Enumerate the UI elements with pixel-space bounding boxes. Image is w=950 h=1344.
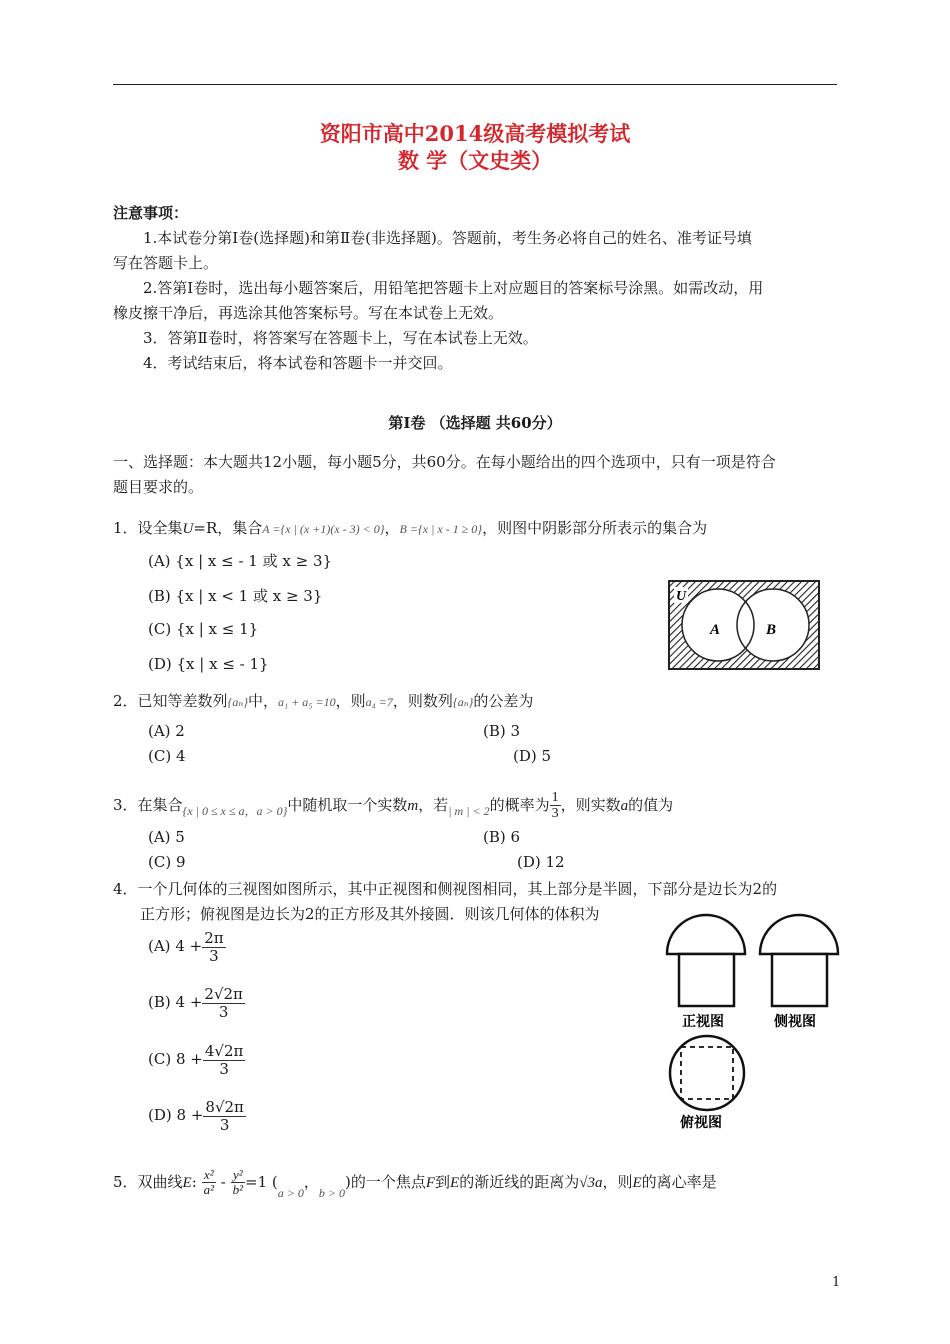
section-title: 第Ⅰ卷 （选择题 共60分） [388,414,562,432]
question-4-stem: 正方形；俯视图是边长为2的正方形及其外接圆．则该几何体的体积为 [140,905,600,923]
question-1-stem: 1．设全集U=R，集合A ={x | (x +1)(x - 3) < 0}，B ={x | x - 1 ≥ 0}，则图中阴影部分所表示的集合为 [113,519,708,537]
side-view-square [772,954,827,1006]
question-3-option-c[interactable]: (C) 9 [148,853,186,871]
side-view-label: 侧视图 [774,1014,816,1030]
question-3-option-a[interactable]: (A) 5 [148,828,185,846]
venn-label-b: B [766,622,777,638]
question-4-option-c[interactable]: (C) 8 + $\frac{4√2\pi}{3}$ [148,1042,244,1078]
question-1-option-c[interactable]: (C) {x | x ≤ 1} [148,620,259,638]
question-3-option-b[interactable]: (B) 6 [483,828,521,846]
section-intro: 一、选择题：本大题共12小题，每小题5分，共60分。在每小题给出的四个选项中，只有一项是符合 [113,453,776,471]
front-view-semicircle [667,915,745,954]
top-view-label: 俯视图 [680,1115,722,1131]
venn-label-a: A [710,622,721,638]
notice-item: 写在答题卡上。 [113,254,219,272]
question-4-stem: 4．一个几何体的三视图如图所示，其中正视图和侧视图相同，其上部分是半圆，下部分是边长为2的 [113,880,778,898]
question-2-option-d[interactable]: (D) 5 [513,747,552,765]
question-1-option-a[interactable]: (A) {x | x ≤ - 1 或 x ≥ 3} [148,552,333,570]
question-2-option-b[interactable]: (B) 3 [483,722,521,740]
notice-item: 1.本试卷分第Ⅰ卷(选择题)和第Ⅱ卷(非选择题)。答题前，考生务必将自己的姓名、准考证号填 [143,229,752,247]
front-view-label: 正视图 [682,1014,724,1030]
question-2-option-a[interactable]: (A) 2 [148,722,185,740]
notice-item: 橡皮擦干净后，再选涂其他答案标号。写在本试卷上无效。 [113,304,504,322]
venn-shaded-region [669,581,819,669]
three-view-figure [660,910,850,1135]
page-number: 1 [832,1275,841,1290]
exam-title: 资阳市高中2014级高考模拟考试 [319,121,631,146]
notice-item: 2.答第Ⅰ卷时，选出每小题答案后，用铅笔把答题卡上对应题目的答案标号涂黑。如需改动，用 [143,279,764,297]
question-3-stem: 3．在集合$_{\{x | 0 \le x \le a,a > 0\}}$中随机取一个实数m，若$_{| m | < 2}$的概率为 $\frac{1}{3}$ ，则实数a的值为 [113,790,674,822]
question-1-option-b[interactable]: (B) {x | x < 1 或 x ≥ 3} [148,587,323,605]
question-4-option-b[interactable]: (B) 4 + $\frac{2√2\pi}{3}$ [148,985,243,1021]
notice-item: 4．考试结束后，将本试卷和答题卡一并交回。 [143,354,453,372]
exam-subtitle: 数 学（文史类） [397,148,553,173]
question-1-option-d[interactable]: (D) {x | x ≤ - 1} [148,655,269,673]
question-4-option-d[interactable]: (D) 8 + $\frac{8√2\pi}{3}$ [148,1098,244,1134]
venn-label-u: U [676,589,687,604]
question-3-option-d[interactable]: (D) 12 [517,853,565,871]
question-4-option-a[interactable]: (A) 4 + $\frac{2\pi}{3}$ [148,929,224,965]
question-5-stem: 5．双曲线E: $\frac{\text{x²}}{\text{a²}}$ - $\frac{\text{y²}}{\text{b²}}$ =1 ($_{a > 0}$，$_{b > 0}$)的一个焦点F到E的渐近线的距离为√3a，则E的离心率是 [113,1167,717,1200]
notice-heading: 注意事项： [113,204,189,222]
notice-item: 3．答第Ⅱ卷时，将答案写在答题卡上，写在本试卷上无效。 [143,329,538,347]
header-rule [113,84,837,85]
question-2-stem: 2．已知等差数列{aₙ}中，a₁ + a₅ =10，则a₄ =7，则数列{aₙ}的公差为 [113,692,534,710]
question-2-option-c[interactable]: (C) 4 [148,747,186,765]
side-view-semicircle [760,915,838,954]
front-view-square [679,954,734,1006]
section-intro: 题目要求的。 [113,478,204,496]
venn-diagram [668,580,820,670]
